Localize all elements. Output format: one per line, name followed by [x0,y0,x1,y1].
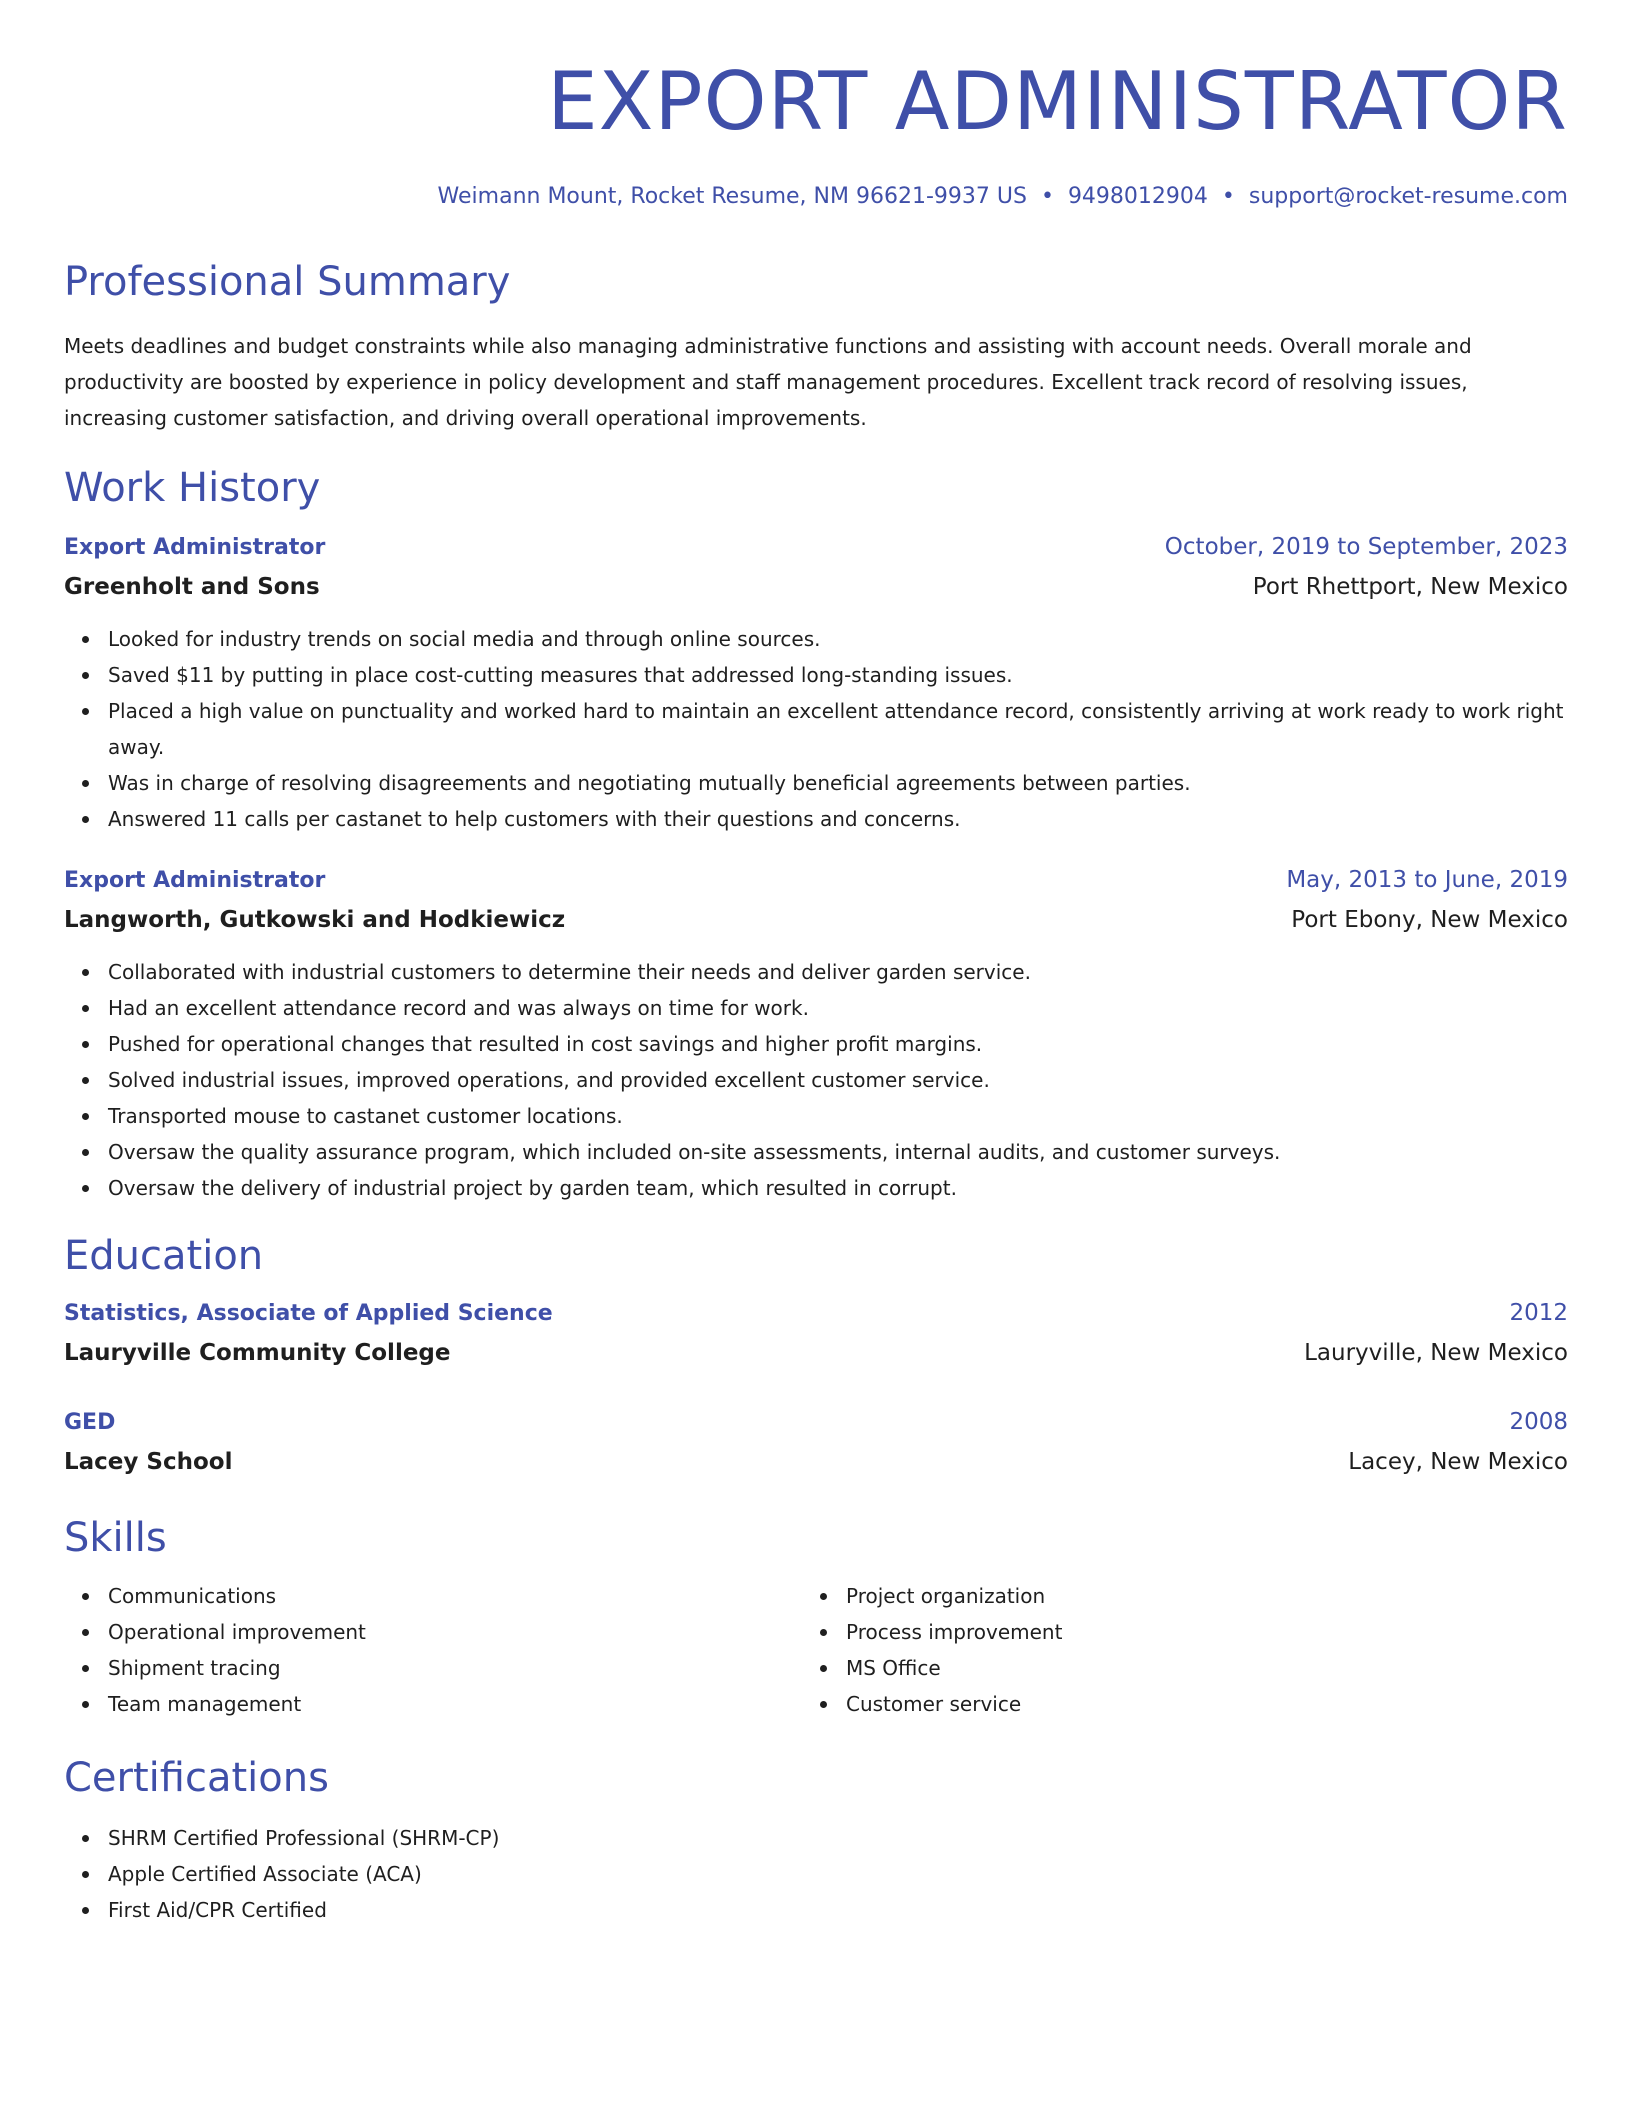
education-location: Lauryville, New Mexico [1304,1340,1568,1366]
list-item: Oversaw the delivery of industrial project by garden team, which resulted in corrupt. [108,1170,1568,1206]
skills-column-left [64,1578,802,1722]
summary-text: Meets deadlines and budget constraints while also managing administrative functions and assisting with account needs. Overall morale and productivity are boosted by experience in policy development and staff management procedures. Excellent track record of resolving issues, increasing customer satisfaction, and driving overall operational improvements. [64,334,1472,430]
education-year: 2008 [1509,1409,1568,1435]
list-item: Operational improvement [108,1614,802,1650]
education-entry [64,1294,1568,1373]
contact-separator: • [1221,184,1235,209]
job-dates: May, 2013 to June, 2019 [1286,867,1568,893]
list-item: Looked for industry trends on social media and through online sources. [108,621,1568,657]
job-bullets [64,621,1568,837]
skills-column-right [802,1578,1540,1722]
job-role: Export Administrator [64,535,326,560]
list-item: SHRM Certified Professional (SHRM-CP) [108,1820,1568,1856]
list-item: Project organization [846,1578,1540,1614]
contact-separator: • [1040,184,1054,209]
section-title-work-history: Work History [64,465,321,511]
section-title-summary: Professional Summary [64,259,511,305]
job-location: Port Ebony, New Mexico [1291,907,1568,933]
education-header [64,1294,1568,1333]
list-item: Collaborated with industrial customers to determine their needs and deliver garden service. [108,954,1568,990]
list-item: Had an excellent attendance record and was always on time for work. [108,990,1568,1026]
list-item: Team management [108,1686,802,1722]
certifications-list [64,1820,1568,1928]
job-entry [64,861,1568,1206]
education-degree: GED [64,1410,116,1435]
skills-grid [64,1578,1568,1722]
contact-email[interactable]: support@rocket-resume.com [1248,184,1568,209]
section-title-education: Education [64,1233,264,1279]
job-dates: October, 2019 to September, 2023 [1164,534,1568,560]
section-title-certifications: Certifications [64,1755,329,1801]
job-role: Export Administrator [64,868,326,893]
job-header [64,861,1568,900]
education-school: Lacey School [64,1449,233,1475]
education-location: Lacey, New Mexico [1348,1449,1568,1475]
education-degree: Statistics, Associate of Applied Science [64,1301,553,1326]
resume-name: EXPORT ADMINISTRATOR [547,55,1568,148]
contact-phone: 9498012904 [1067,184,1208,209]
job-location: Port Rhettport, New Mexico [1252,574,1568,600]
list-item: Placed a high value on punctuality and worked hard to maintain an excellent attendance record, consistently arriving at work ready to work right away. [108,693,1568,765]
contact-address: Weimann Mount, Rocket Resume, NM 96621-9937 US [437,184,1027,209]
education-year: 2012 [1509,1300,1568,1326]
list-item: Answered 11 calls per castanet to help customers with their questions and concerns. [108,801,1568,837]
list-item: Saved $11 by putting in place cost-cutting measures that addressed long-standing issues. [108,657,1568,693]
job-subheader [64,900,1568,940]
list-item: Process improvement [846,1614,1540,1650]
education-entry [64,1403,1568,1482]
list-item: Apple Certified Associate (ACA) [108,1856,1568,1892]
job-header [64,528,1568,567]
list-item: Transported mouse to castanet customer locations. [108,1098,1568,1134]
job-company: Langworth, Gutkowski and Hodkiewicz [64,907,566,933]
section-title-skills: Skills [64,1515,167,1561]
list-item: Shipment tracing [108,1650,802,1686]
list-item: Oversaw the quality assurance program, which included on-site assessments, internal audits, and customer surveys. [108,1134,1568,1170]
list-item: Communications [108,1578,802,1614]
education-subheader [64,1442,1568,1482]
list-item: Solved industrial issues, improved operations, and provided excellent customer service. [108,1062,1568,1098]
education-header [64,1403,1568,1442]
list-item: First Aid/CPR Certified [108,1892,1568,1928]
education-school: Lauryville Community College [64,1340,451,1366]
list-item: Pushed for operational changes that resulted in cost savings and higher profit margins. [108,1026,1568,1062]
list-item: MS Office [846,1650,1540,1686]
list-item: Was in charge of resolving disagreements and negotiating mutually beneficial agreements between parties. [108,765,1568,801]
job-subheader [64,567,1568,607]
job-entry [64,528,1568,837]
job-bullets [64,954,1568,1206]
list-item: Customer service [846,1686,1540,1722]
education-subheader [64,1333,1568,1373]
job-company: Greenholt and Sons [64,574,320,600]
contact-line [64,182,1568,212]
